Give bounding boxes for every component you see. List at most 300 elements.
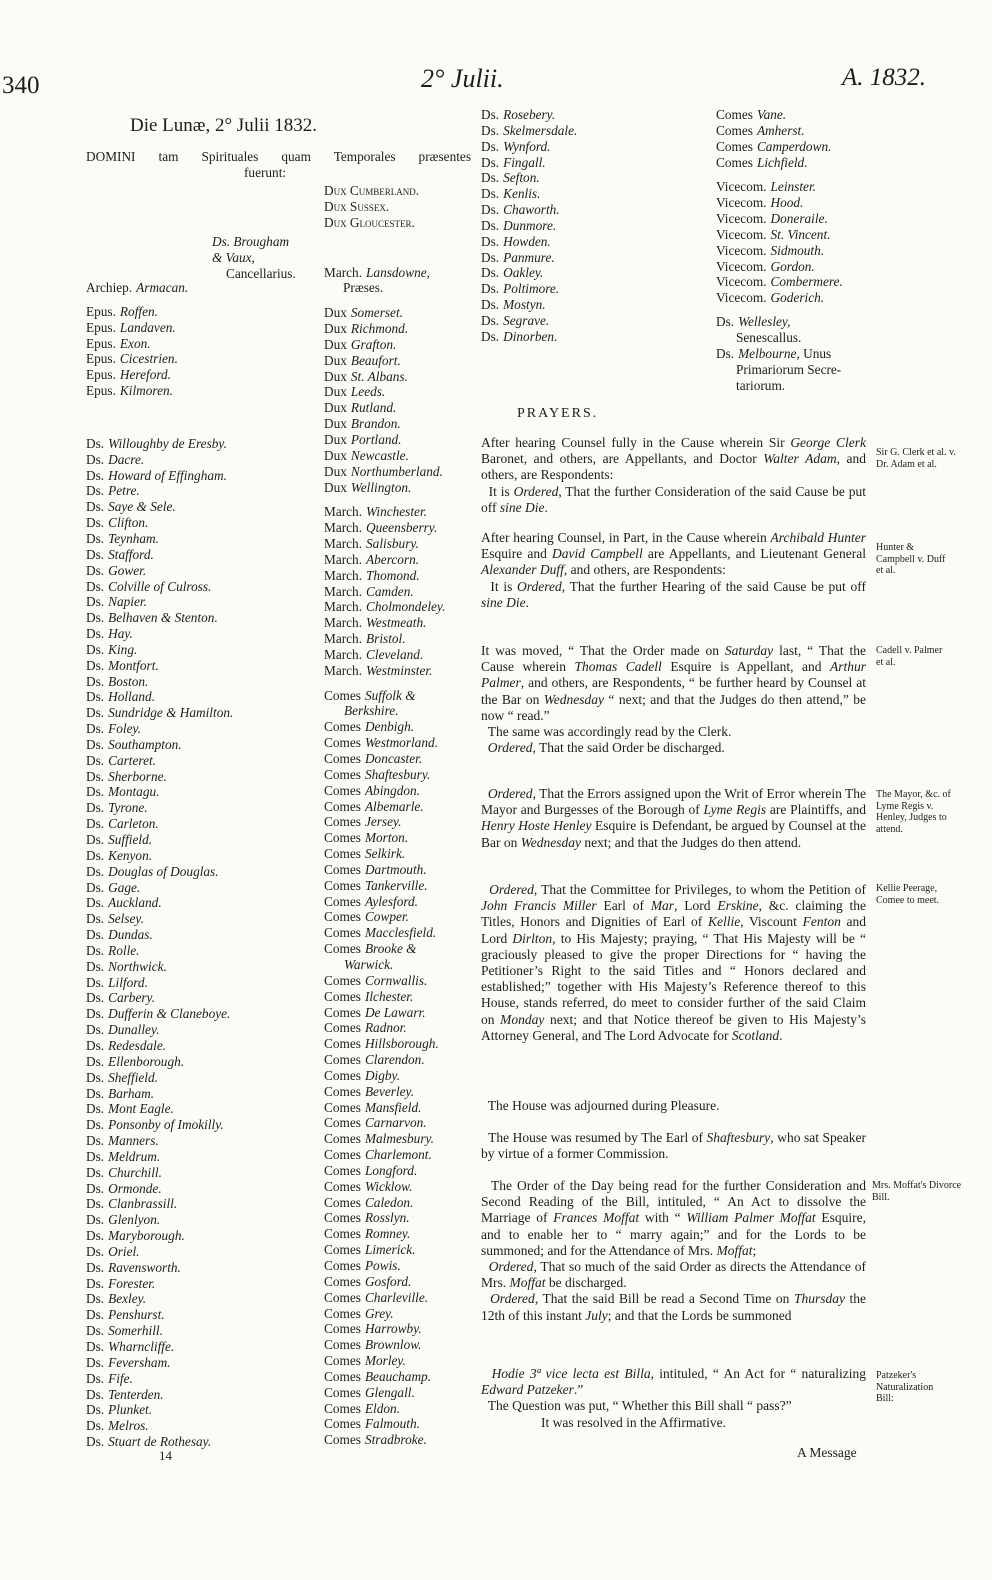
earl-rank: Comes	[324, 941, 361, 957]
viscount-entry	[716, 290, 843, 306]
duke-entry	[324, 448, 445, 464]
baron-entry	[86, 1355, 233, 1371]
bishop-rank: Epus.	[86, 335, 116, 351]
duke-entry	[324, 464, 445, 480]
baron-entry	[481, 234, 577, 250]
duke-name: Northumberland.	[350, 463, 443, 479]
earl-rank: Comes	[324, 1432, 361, 1448]
duke-entry	[324, 400, 445, 416]
bishop-name: Landaven.	[119, 319, 176, 335]
baron-name: Howard of Effingham.	[108, 467, 227, 483]
viscount-rank: Vicecom.	[716, 211, 767, 227]
para-adjourned: The House was adjourned during Pleasure.	[481, 1098, 720, 1113]
dukes-list	[324, 305, 445, 495]
baron-rank: Ds.	[86, 515, 105, 531]
baron-name: Montagu.	[108, 784, 160, 800]
earl-entry	[324, 1084, 445, 1100]
earl-rank: Comes	[324, 1036, 361, 1052]
earl-entry	[324, 1147, 445, 1163]
marquess-rank: March.	[324, 631, 363, 647]
baron-rank: Ds.	[86, 530, 105, 546]
marquess-rank: March.	[324, 615, 363, 631]
baron-entry	[86, 1387, 233, 1403]
marquess-entry	[324, 584, 445, 600]
marquess-entry	[324, 631, 445, 647]
bishop-entry	[86, 351, 233, 367]
earl-entry	[324, 973, 445, 989]
baron-name: Segrave.	[503, 312, 550, 328]
viscount-rank: Vicecom.	[716, 195, 767, 211]
baron-name: King.	[108, 641, 138, 657]
bishop-entry	[86, 367, 233, 383]
baron-name: Petre.	[108, 483, 140, 499]
marquess-rank: March.	[324, 662, 363, 678]
side-note-kellie: Kellie Peerage, Comee to meet.	[876, 883, 940, 906]
baron-entry	[86, 737, 233, 753]
baron-rank: Ds.	[86, 1085, 105, 1101]
earl-rank: Comes	[716, 122, 753, 138]
para-moffat: The Order of the Day being read for the further Consideration and Second Reading of the Bill, intituled, “ An Act to dissolve the Marriage of Frances Moffat with “ William Palmer Moffat Esquire, and to enable her to “ marry again;” and for the Lords to be summoned; and for the Attendance of Mrs. Moffat; Ordered, That so much of the said Order as directs the Attendance of Mrs. Moffat be discharged. Ordered, That the said Bill be read a Second Time on Thursday the 12th of this instant July; and that the Lords be summoned	[481, 1178, 867, 1323]
earl-name: Wicklow.	[364, 1178, 413, 1194]
duke-entry	[324, 384, 445, 400]
marquess-entry	[324, 615, 445, 631]
baron-rank: Ds.	[86, 927, 105, 943]
baron-name: Saye & Sele.	[108, 499, 176, 515]
baron-entry	[86, 563, 233, 579]
baron-entry	[481, 139, 577, 155]
viscount-name: Sidmouth.	[770, 242, 825, 258]
duke-rank: Dux	[324, 400, 347, 416]
baron-rank: Ds.	[481, 265, 500, 281]
earl-name: Eldon.	[364, 1400, 401, 1416]
baron-entry	[86, 1006, 233, 1022]
baron-entry	[86, 642, 233, 658]
baron-rank: Ds.	[86, 800, 105, 816]
bishops-list	[86, 304, 233, 399]
baron-entry	[481, 202, 577, 218]
baron-rank: Ds.	[86, 1212, 105, 1228]
baron-rank: Ds.	[86, 467, 105, 483]
baron-name: Auckland.	[108, 895, 162, 911]
baron-entry	[481, 297, 577, 313]
baron-entry	[86, 452, 233, 468]
marquess-rank: March.	[324, 551, 363, 567]
earl-rank: Comes	[324, 830, 361, 846]
baron-entry	[86, 1054, 233, 1070]
earl-name: Harrowby.	[364, 1321, 422, 1337]
duke-entry	[324, 416, 445, 432]
earl-entry	[324, 830, 445, 846]
earl-entry	[324, 1432, 445, 1448]
earl-entry	[324, 735, 445, 751]
baron-name: Selsey.	[108, 911, 144, 927]
viscount-rank: Vicecom.	[716, 242, 767, 258]
baron-rank: Ds.	[86, 1370, 105, 1386]
baron-entry	[86, 1181, 233, 1197]
bishop-rank: Epus.	[86, 351, 116, 367]
royal-duke-entry	[324, 215, 445, 231]
earl-entry	[324, 1163, 445, 1179]
marquess-entry	[324, 520, 445, 536]
baron-entry	[86, 753, 233, 769]
bishop-name: Cicestrien.	[119, 351, 178, 367]
duke-name: Leeds.	[350, 384, 386, 400]
earl-name: Vane.	[756, 107, 787, 122]
baron-rank: Ds.	[86, 816, 105, 832]
duke-rank: Dux	[324, 384, 347, 400]
earl-entry	[324, 1020, 445, 1036]
baron-entry	[86, 1276, 233, 1292]
baron-rank: Ds.	[86, 1291, 105, 1307]
baron-name: Fife.	[108, 1370, 133, 1386]
baron-entry	[86, 721, 233, 737]
baron-name: Stafford.	[108, 546, 154, 562]
earl-rank: Comes	[324, 1242, 361, 1258]
marquess-rank: March.	[324, 599, 363, 615]
earl-rank: Comes	[324, 1083, 361, 1099]
baron-rank: Ds.	[86, 641, 105, 657]
earl-rank: Comes	[324, 766, 361, 782]
baron-name: Chaworth.	[503, 202, 560, 218]
baron-name: Somerhill.	[108, 1323, 163, 1339]
baron-name: Wharncliffe.	[108, 1339, 175, 1354]
duke-name: St. Albans.	[350, 368, 408, 384]
earl-rank: Comes	[324, 1226, 361, 1242]
marquess-entry	[324, 663, 445, 679]
baron-rank: Ds.	[481, 186, 500, 202]
viscount-name: Doneraile.	[770, 211, 828, 227]
marquess-entry	[324, 568, 445, 584]
duke-rank: Dux	[324, 447, 347, 463]
earl-rank: Comes	[324, 1004, 361, 1020]
viscount-rank: Vicecom.	[716, 290, 767, 306]
viscount-rank: Vicecom.	[716, 274, 767, 290]
day-title: Die Lunæ, 2° Julii 1832.	[130, 115, 318, 136]
baron-rank: Ds.	[86, 1022, 105, 1038]
earl-name: Tankerville.	[364, 877, 428, 893]
baron-entry	[481, 329, 577, 345]
baron-name: Hay.	[108, 626, 133, 642]
baron-name: Clanbrassill.	[108, 1196, 178, 1212]
domini-line: DOMINI tam Spirituales quam Temporales præsentes	[86, 149, 471, 164]
baron-name: Ponsonby of Imokilly.	[108, 1117, 224, 1133]
baron-entry	[481, 265, 577, 281]
duke-name: Somerset.	[350, 305, 403, 321]
baron-name: Glenlyon.	[108, 1212, 161, 1228]
viscount-name: Leinster.	[770, 179, 816, 195]
earl-name: Aylesford.	[364, 893, 418, 909]
baron-rank: Ds.	[86, 911, 105, 927]
baron-entry	[86, 1244, 233, 1260]
earl-rank: Comes	[324, 1258, 361, 1273]
baron-entry	[481, 218, 577, 234]
earl-name: Shaftesbury.	[364, 766, 431, 782]
baron-entry	[86, 483, 233, 499]
baron-entry	[86, 1402, 233, 1418]
baron-entry	[481, 250, 577, 266]
baron-rank: Ds.	[86, 1354, 105, 1370]
earl-entry	[324, 814, 445, 830]
side-note-hunter: Hunter & Campbell v. Duff et al.	[876, 542, 946, 577]
duke-name: Richmond.	[350, 321, 409, 337]
earl-name: Powis.	[364, 1258, 401, 1273]
viscount-name: Gordon.	[770, 258, 815, 274]
earl-name: Cowper.	[364, 909, 409, 925]
baron-name: Napier.	[108, 594, 147, 610]
baron-name: Skelmersdale.	[503, 122, 578, 138]
bishop-name: Kilmoren.	[119, 383, 173, 399]
baron-name: Dunalley.	[108, 1022, 160, 1038]
barons-list-3	[481, 107, 577, 345]
para-clerk: After hearing Counsel fully in the Cause wherein Sir George Clerk Baronet, and others, are Appellants, and Doctor Walter Adam, and others, are Respondents: It is Ordered, That the further Consideration of the said Cause be put off sine Die.	[481, 435, 866, 515]
baron-name: Suffield.	[108, 832, 153, 847]
baron-rank: Ds.	[481, 170, 500, 186]
marquess-entry	[324, 536, 445, 552]
baron-rank: Ds.	[86, 832, 105, 847]
baron-name: Dufferin & Claneboye.	[108, 1006, 231, 1022]
baron-rank: Ds.	[86, 784, 105, 800]
para-kellie: Ordered, That the Committee for Privileges, to whom the Petition of John Francis Miller Earl of Mar, Lord Erskine, &c. claiming the Titles, Honors and Dignities of Earl of Kellie, Viscount Fenton and Lord Dirlton, to His Majesty; praying, “ That His Majesty will be “ graciously pleased to give the proper Directions for “ having the Petitioner’s Right to the said Titles and “ Honors declared and established;” together with His Majesty’s Reference thereof to this House, stands referred, do meet to consider further of the said Claim on Monday next; and that Notice thereof be given to His Majesty’s Attorney General, and The Lord Advocate for Scotland.	[481, 882, 867, 1043]
earl-rank: Comes	[324, 1337, 361, 1353]
earl-name: Selkirk.	[364, 846, 406, 862]
baron-entry	[86, 436, 233, 452]
para-mayor: Ordered, That the Errors assigned upon the Writ of Error wherein The Mayor and Burgesses of the Borough of Lyme Regis are Plaintiffs, and Henry Hoste Henley Esquire is Defendant, be argued by Counsel at the Bar on Wednesday next; and that the Judges do then attend.	[481, 786, 866, 850]
page-number: 340	[2, 72, 40, 99]
baron-rank: Ds.	[86, 1006, 105, 1022]
earl-entry	[324, 767, 445, 783]
baron-name: Willoughby de Eresby.	[108, 435, 227, 451]
earl-entry	[324, 799, 445, 815]
earl-entry	[324, 846, 445, 862]
baron-entry	[86, 1133, 233, 1149]
signature-mark: 14	[159, 1448, 172, 1463]
baron-rank: Ds.	[86, 562, 105, 578]
baron-name: Wynford.	[503, 138, 551, 154]
baron-rank: Ds.	[86, 721, 105, 737]
baron-entry	[481, 186, 577, 202]
baron-entry	[86, 864, 233, 880]
para-resumed: The House was resumed by The Earl of Shaftesbury, who sat Speaker by virtue of a former Commission.	[481, 1130, 867, 1162]
baron-rank: Ds.	[86, 594, 105, 610]
baron-entry	[86, 610, 233, 626]
baron-name: Ellenborough.	[108, 1053, 185, 1069]
baron-rank: Ds.	[86, 657, 105, 673]
baron-rank: Ds.	[86, 942, 105, 958]
earls-list-a	[324, 688, 445, 1449]
earl-rank: Comes	[324, 1115, 361, 1131]
earl-entry	[324, 1210, 445, 1226]
baron-rank: Ds.	[481, 107, 500, 122]
baron-entry	[86, 927, 233, 943]
marquess-name: Camden.	[366, 583, 414, 599]
baron-name: Belhaven & Stenton.	[108, 610, 218, 626]
baron-entry	[86, 1101, 233, 1117]
baron-rank: Ds.	[86, 1117, 105, 1133]
baron-rank: Ds.	[86, 752, 105, 768]
steward-title: Senescallus.	[736, 329, 802, 345]
baron-name: Rolle.	[108, 942, 140, 958]
earl-rank: Comes	[324, 1131, 361, 1147]
earls-list-b	[716, 107, 843, 170]
baron-rank: Ds.	[86, 895, 105, 911]
earl-entry	[324, 1005, 445, 1021]
marquess-rank: March.	[324, 646, 363, 662]
baron-rank: Ds.	[86, 705, 105, 721]
baron-name: Dinorben.	[503, 328, 558, 344]
baron-rank: Ds.	[86, 1164, 105, 1180]
earl-rank: Comes	[716, 107, 753, 122]
earl-name: Morley.	[364, 1353, 406, 1369]
baron-entry	[86, 689, 233, 705]
baron-entry	[481, 123, 577, 139]
earl-entry	[324, 1115, 445, 1131]
baron-entry	[86, 626, 233, 642]
baron-name: Dundas.	[108, 927, 153, 943]
baron-name: Oakley.	[503, 265, 544, 281]
baron-name: Sheffield.	[108, 1069, 158, 1085]
baron-rank: Ds.	[481, 297, 500, 313]
duke-rank: Dux	[324, 321, 347, 337]
marquess-rank: March.	[324, 520, 363, 536]
baron-rank: Ds.	[86, 626, 105, 642]
para-cadell: It was moved, “ That the Order made on Saturday last, “ That the Cause wherein Thomas Cadell Esquire is Appellant, and Arthur Palmer, and others, are Respondents, “ be further heard by Counsel at the Bar on Wednesday “ next; and that the Judges do then attend,” be now “ read.” The same was accordingly read by the Clerk. Ordered, That the said Order be discharged.	[481, 643, 866, 756]
baron-entry	[86, 468, 233, 484]
baron-rank: Ds.	[86, 610, 105, 626]
duke-entry	[324, 337, 445, 353]
earl-entry	[324, 1385, 445, 1401]
bishop-name: Exon.	[119, 335, 151, 351]
baron-name: Colville of Culross.	[108, 578, 212, 594]
earl-rank: Comes	[324, 1305, 361, 1321]
praeses-title: Præses.	[343, 280, 384, 296]
earl-rank: Comes	[324, 1353, 361, 1369]
earl-rank: Comes	[324, 972, 361, 988]
earl-rank: Comes	[324, 735, 361, 751]
baron-name: Tenterden.	[108, 1386, 164, 1402]
barons-list-1	[86, 436, 233, 1450]
baron-entry	[86, 1260, 233, 1276]
earl-name: Brooke &	[364, 941, 417, 957]
baron-entry	[481, 281, 577, 297]
baron-entry	[86, 1196, 233, 1212]
earl-entry	[324, 1179, 445, 1195]
earl-rank: Comes	[324, 1147, 361, 1163]
baron-rank: Ds.	[86, 1418, 105, 1434]
marquess-name: Salisbury.	[366, 536, 419, 552]
baron-rank: Ds.	[86, 768, 105, 784]
praeses-line: March. Lansdowne,	[324, 264, 430, 280]
earl-entry	[324, 878, 445, 894]
marquess-name: Westmeath.	[366, 615, 427, 631]
baron-name: Manners.	[108, 1133, 159, 1149]
baron-rank: Ds.	[86, 1037, 105, 1053]
earl-rank: Comes	[324, 1052, 361, 1068]
side-note-moffat: Mrs. Moffat's Divorce Bill.	[872, 1180, 962, 1203]
marquess-name: Abercorn.	[366, 551, 420, 567]
earl-entry	[324, 783, 445, 799]
earl-name: Beverley.	[364, 1083, 415, 1099]
earl-name: Dartmouth.	[364, 861, 427, 877]
baron-rank: Ds.	[481, 202, 500, 218]
baron-entry	[86, 895, 233, 911]
baron-rank: Ds.	[86, 863, 105, 879]
side-note-patzeker: Patzeker's Naturalization Bill:	[876, 1370, 934, 1405]
baron-entry	[86, 943, 233, 959]
baron-rank: Ds.	[86, 1402, 105, 1418]
baron-name: Holland.	[108, 689, 156, 705]
earl-entry	[324, 1258, 445, 1274]
baron-name: Rosebery.	[503, 107, 556, 122]
bishop-entry	[86, 336, 233, 352]
earl-name: Westmorland.	[364, 735, 438, 751]
baron-rank: Ds.	[86, 1101, 105, 1117]
earl-name: Denbigh.	[364, 719, 415, 735]
baron-name: Southampton.	[108, 736, 182, 752]
duke-entry	[324, 321, 445, 337]
viscount-rank: Vicecom.	[716, 226, 767, 242]
baron-name: Gage.	[108, 879, 141, 895]
baron-rank: Ds.	[86, 435, 105, 451]
bishop-entry	[86, 320, 233, 336]
earl-entry	[324, 1416, 445, 1432]
baron-name: Lilford.	[108, 974, 148, 990]
marquess-name: Thomond.	[366, 567, 420, 583]
baron-rank: Ds.	[86, 451, 105, 467]
baron-rank: Ds.	[86, 1323, 105, 1339]
earl-name: Brownlow.	[364, 1337, 422, 1353]
duke-rank: Dux	[324, 416, 347, 432]
earl-entry	[324, 1036, 445, 1052]
viscount-rank: Vicecom.	[716, 258, 767, 274]
earl-name: Clarendon.	[364, 1052, 425, 1068]
earl-entry	[324, 1321, 445, 1337]
duke-name: Wellington.	[350, 479, 412, 495]
earl-rank: Comes	[324, 751, 361, 766]
baron-rank: Ds.	[481, 312, 500, 328]
royal-duke-entry	[324, 183, 445, 199]
earl-name: Grey.	[364, 1305, 394, 1321]
side-note-cadell: Cadell v. Palmer et al.	[876, 645, 943, 668]
baron-name: Feversham.	[108, 1354, 171, 1370]
marquesses-list	[324, 504, 445, 678]
earl-name: Mansfield.	[364, 1099, 422, 1115]
baron-rank: Ds.	[86, 1148, 105, 1164]
earl-name: Romney.	[364, 1226, 411, 1242]
baron-entry	[481, 170, 577, 186]
baron-entry	[86, 1371, 233, 1387]
marquess-name: Bristol.	[366, 631, 406, 647]
archbishop: Archiep. Armacan.	[86, 280, 189, 295]
bishop-entry	[86, 304, 233, 320]
earl-entry	[324, 1195, 445, 1211]
earl-name: Camperdown.	[756, 138, 832, 154]
duke-name: Newcastle.	[350, 447, 409, 463]
marquess-rank: March.	[324, 504, 363, 520]
side-note-clerk: Sir G. Clerk et al. v. Dr. Adam et al.	[876, 447, 956, 470]
marquess-rank: March.	[324, 567, 363, 583]
baron-name: Douglas of Douglas.	[108, 863, 219, 879]
earl-name: Lichfield.	[756, 154, 808, 170]
baron-rank: Ds.	[481, 281, 500, 297]
earl-rank: Comes	[716, 138, 753, 154]
earl-name: Falmouth.	[364, 1416, 420, 1432]
baron-rank: Ds.	[86, 546, 105, 562]
baron-rank: Ds.	[86, 499, 105, 515]
baron-rank: Ds.	[86, 1275, 105, 1291]
earl-name: Amherst.	[756, 122, 805, 138]
marquess-rank: March.	[324, 583, 363, 599]
baron-name: Meldrum.	[108, 1148, 161, 1164]
